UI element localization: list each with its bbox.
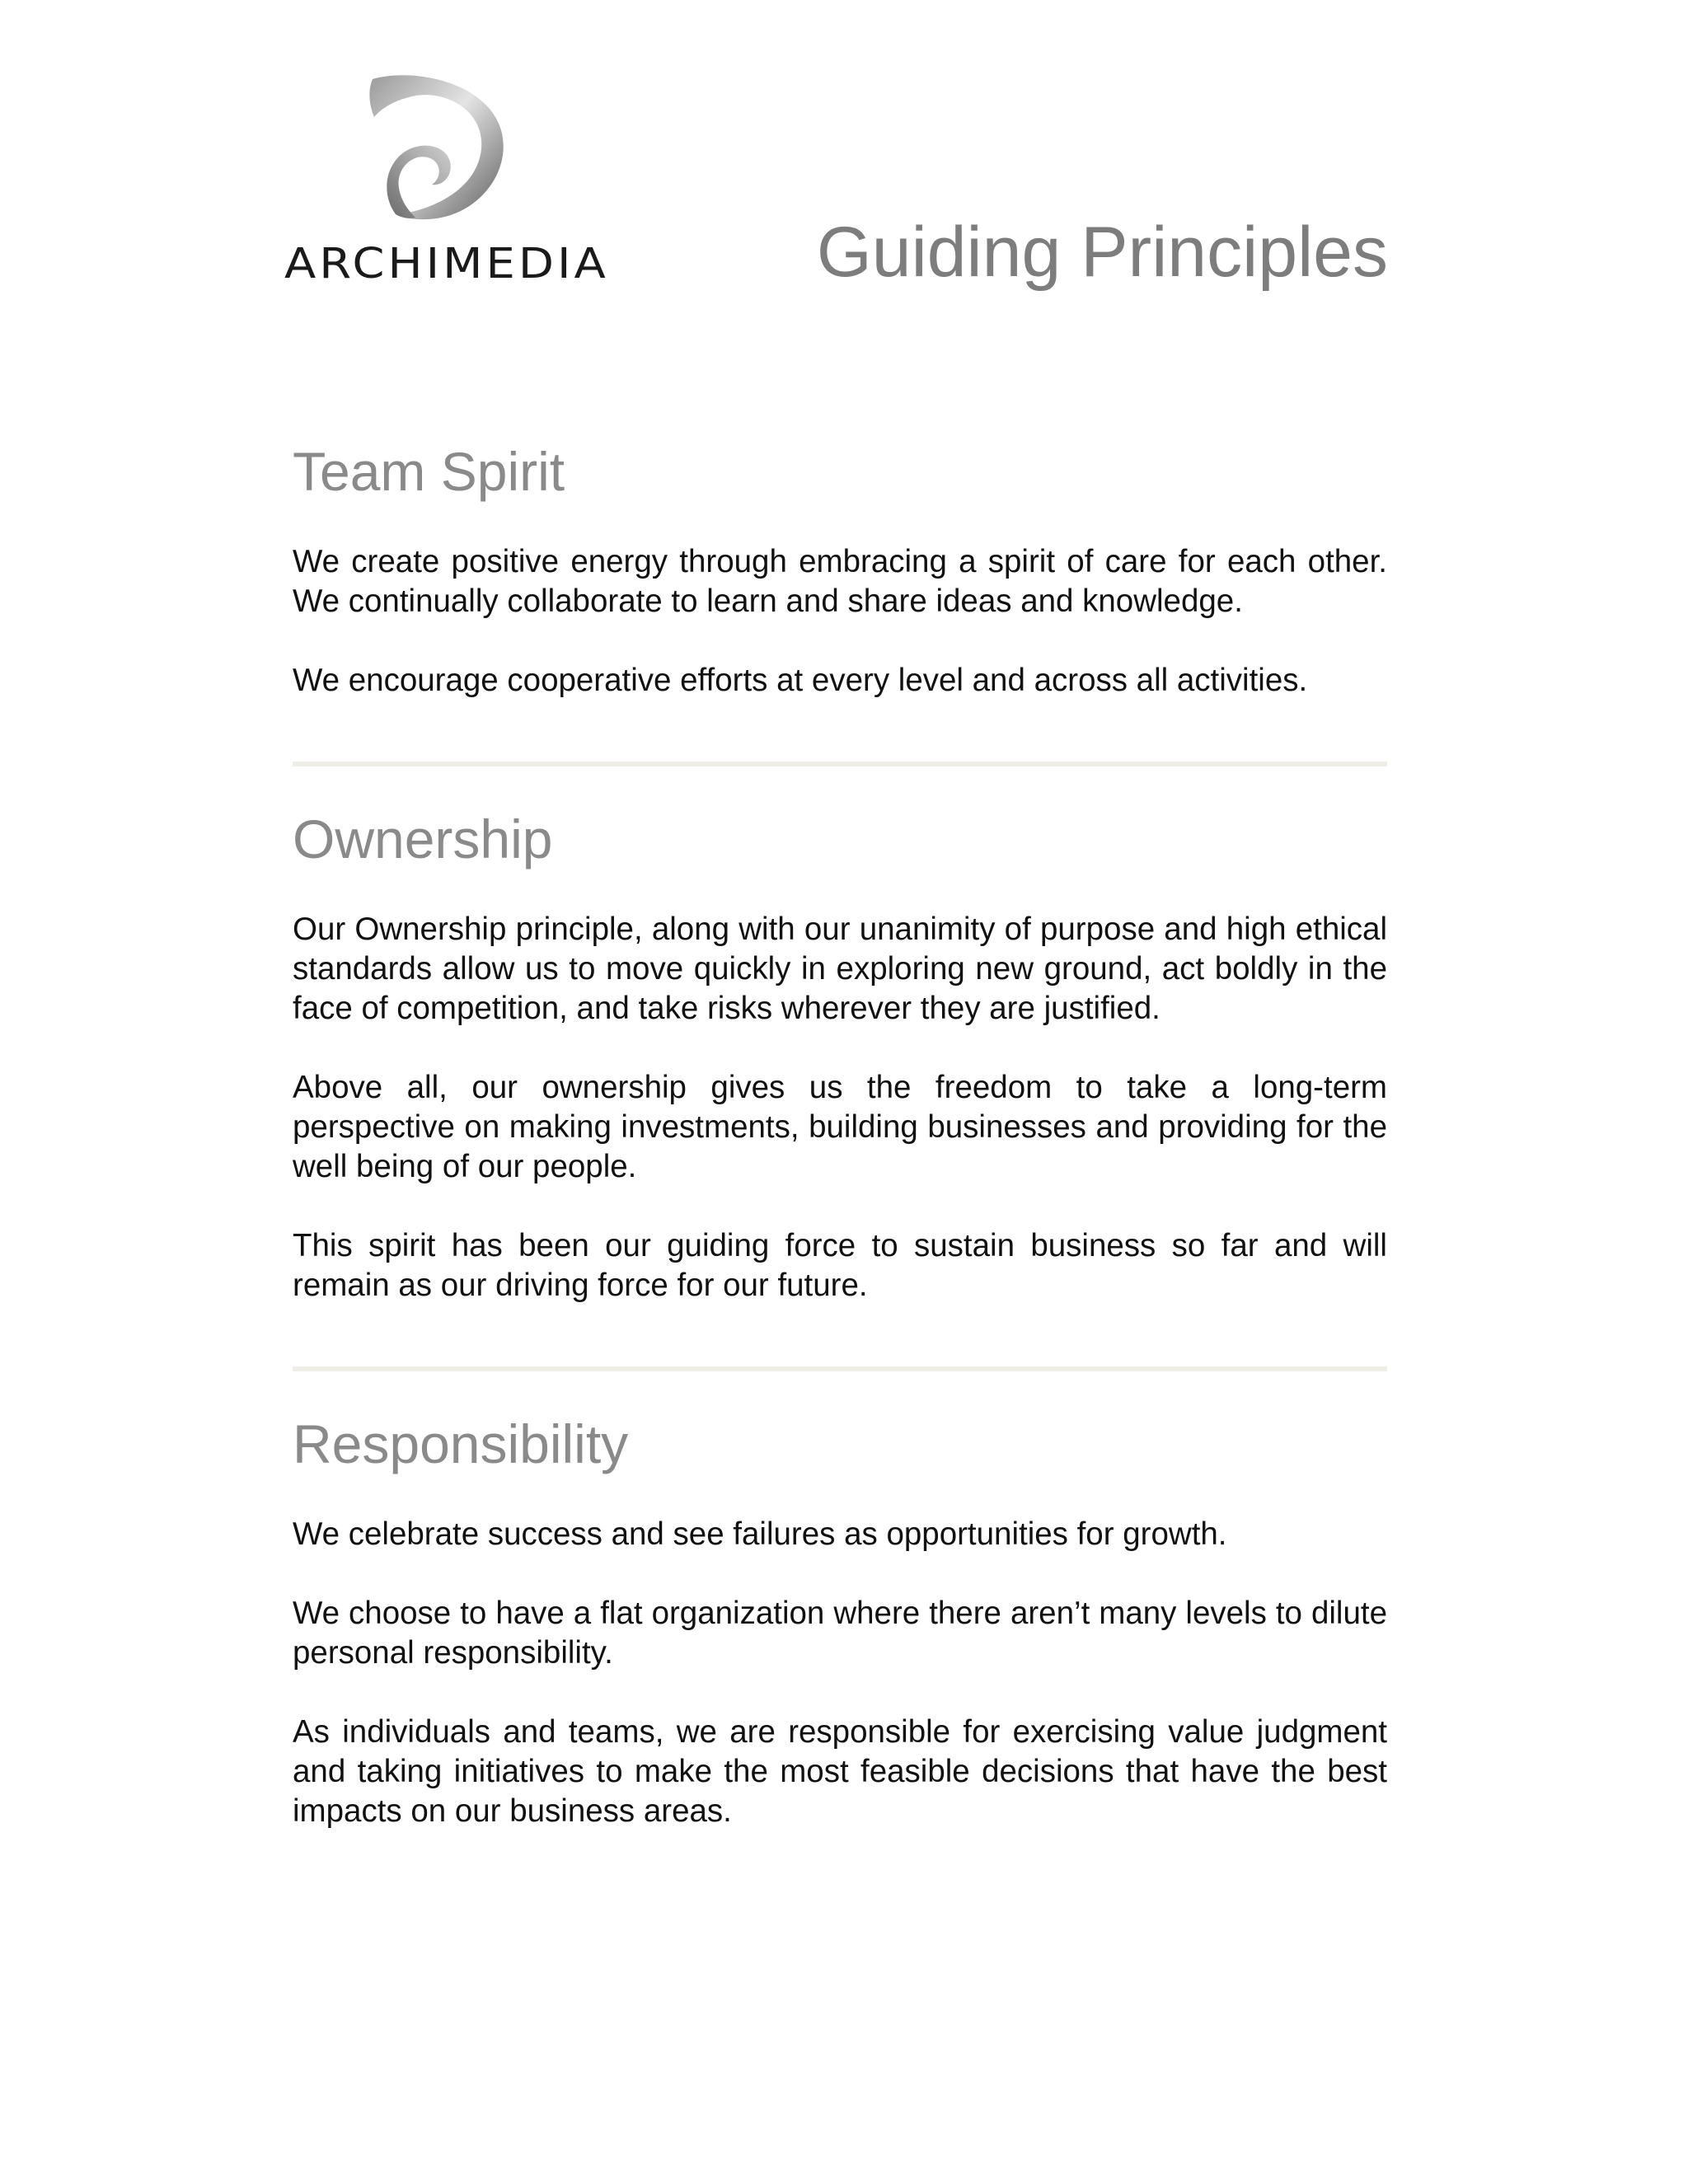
section-heading: Team Spirit [293,441,565,502]
section-ownership [293,808,1387,1305]
section-divider [293,762,1387,766]
archimedia-swirl-logo-icon [363,73,511,229]
paragraph: Our Ownership principle, along with our unanimity of purpose and high ethical standards allow us to move quickly in exploring new ground, act boldly in the face of competition, and take risks wherever they are justified. [293,911,1387,1026]
section-responsibility [293,1413,1387,1831]
paragraph: As individuals and teams, we are responsible for exercising value judgment and taking initiatives to make the most feasible decisions that have the best impacts on our business areas. [293,1713,1387,1829]
paragraph: This spirit has been our guiding force to sustain business so far and will remain as our driving force for our future. [293,1227,1387,1303]
section-team-spirit [293,441,1387,701]
company-logo [284,73,609,291]
section-heading: Responsibility [293,1413,629,1474]
page-title: Guiding Principles [816,213,1388,292]
paragraph: We celebrate success and see failures as opportunities for growth. [293,1516,1227,1552]
paragraph: We create positive energy through embracing a spirit of care for each other. We continually collaborate to learn and share ideas and knowledge. [293,543,1387,619]
logo-wordmark: ARCHIMEDIA [284,240,609,288]
paragraph: We encourage cooperative efforts at every level and across all activities. [293,662,1308,698]
paragraph: We choose to have a flat organization where there aren’t many levels to dilute personal responsibility. [293,1595,1387,1671]
section-divider [293,1366,1387,1371]
document-body [293,441,1387,1831]
section-heading: Ownership [293,808,553,869]
paragraph: Above all, our ownership gives us the freedom to take a long-term perspective on making investments, building businesses and providing for the well being of our people. [293,1069,1387,1184]
